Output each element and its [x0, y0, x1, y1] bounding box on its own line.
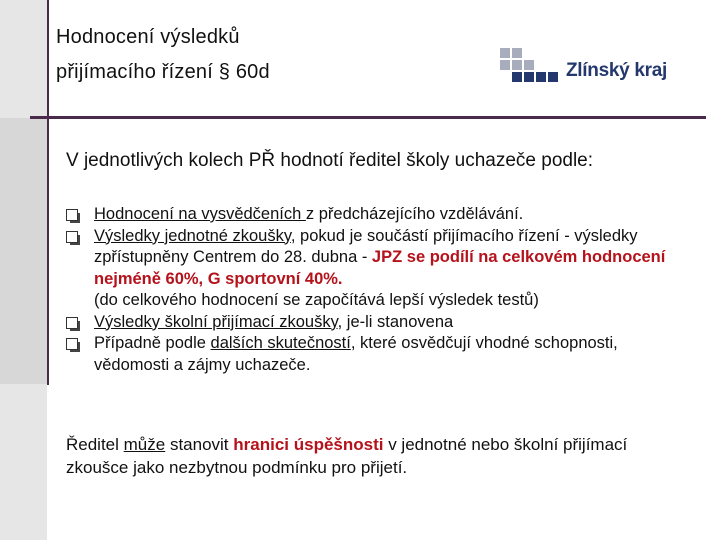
logo-square [512, 60, 522, 70]
slide-title [56, 20, 270, 90]
list-item-link: Výsledky jednotné zkoušky [94, 226, 291, 245]
list-item-link: Hodnocení na vysvědčeních [94, 205, 306, 223]
list-item [66, 204, 686, 226]
checkbox-bullet-icon [66, 209, 78, 221]
list-item-prefix: Případně podle [94, 334, 211, 352]
logo-square [524, 60, 534, 70]
list-item [66, 333, 686, 376]
slide-title-line2: přijímacího řízení § 60d [56, 61, 270, 83]
title-underline [30, 116, 706, 119]
checkbox-bullet-icon [66, 231, 78, 243]
list-item [66, 226, 686, 312]
list-item-text: , pokud je součástí přijímacího řízení - výsledky zpřístupněny Centrem do 28. dubna - [94, 226, 638, 266]
criteria-list [66, 204, 686, 376]
closing-emphasis-word: může [123, 435, 166, 454]
list-item-text: z předcházejícího vzdělávání. [305, 205, 524, 223]
left-sidebar-accent [0, 118, 47, 384]
list-item-text: , je-li stanovena [337, 312, 454, 331]
logo-square [536, 72, 546, 82]
logo-square [512, 48, 522, 58]
list-item-text: , které osvědčují vhodné schopnosti, vědomosti a zájmy uchazeče. [94, 334, 618, 374]
logo-square [548, 72, 558, 82]
logo-square [500, 60, 510, 70]
logo-square [512, 72, 522, 82]
list-item [66, 312, 686, 334]
list-item-link: Výsledky školní přijímací zkoušky [94, 312, 338, 331]
logo-text: Zlínský kraj [566, 60, 667, 81]
closing-paragraph [66, 433, 686, 479]
closing-highlight: hranici úspěšnosti [233, 435, 384, 454]
zlinsky-kraj-logo [490, 42, 690, 92]
logo-square [524, 72, 534, 82]
vertical-divider [47, 0, 49, 385]
checkbox-bullet-icon [66, 338, 78, 350]
slide-title-line1: Hodnocení výsledků [56, 26, 240, 48]
list-item-link: dalších skutečností [210, 334, 351, 352]
list-item-note: (do celkového hodnocení se započítává lepší výsledek testů) [94, 291, 539, 309]
logo-square [500, 48, 510, 58]
closing-middle: stanovit [165, 435, 234, 454]
list-item-emphasis: JPZ se podílí na celkovém hodnocení nejméně 60%, G sportovní 40%. [94, 248, 666, 288]
closing-prefix: Ředitel [66, 435, 124, 454]
intro-text: V jednotlivých kolech PŘ hodnotí ředitel školy uchazeče podle: [66, 150, 594, 171]
checkbox-bullet-icon [66, 317, 78, 329]
closing-suffix: v jednotné nebo školní přijímací zkoušce jako nezbytnou podmínku pro přijetí. [66, 435, 628, 477]
